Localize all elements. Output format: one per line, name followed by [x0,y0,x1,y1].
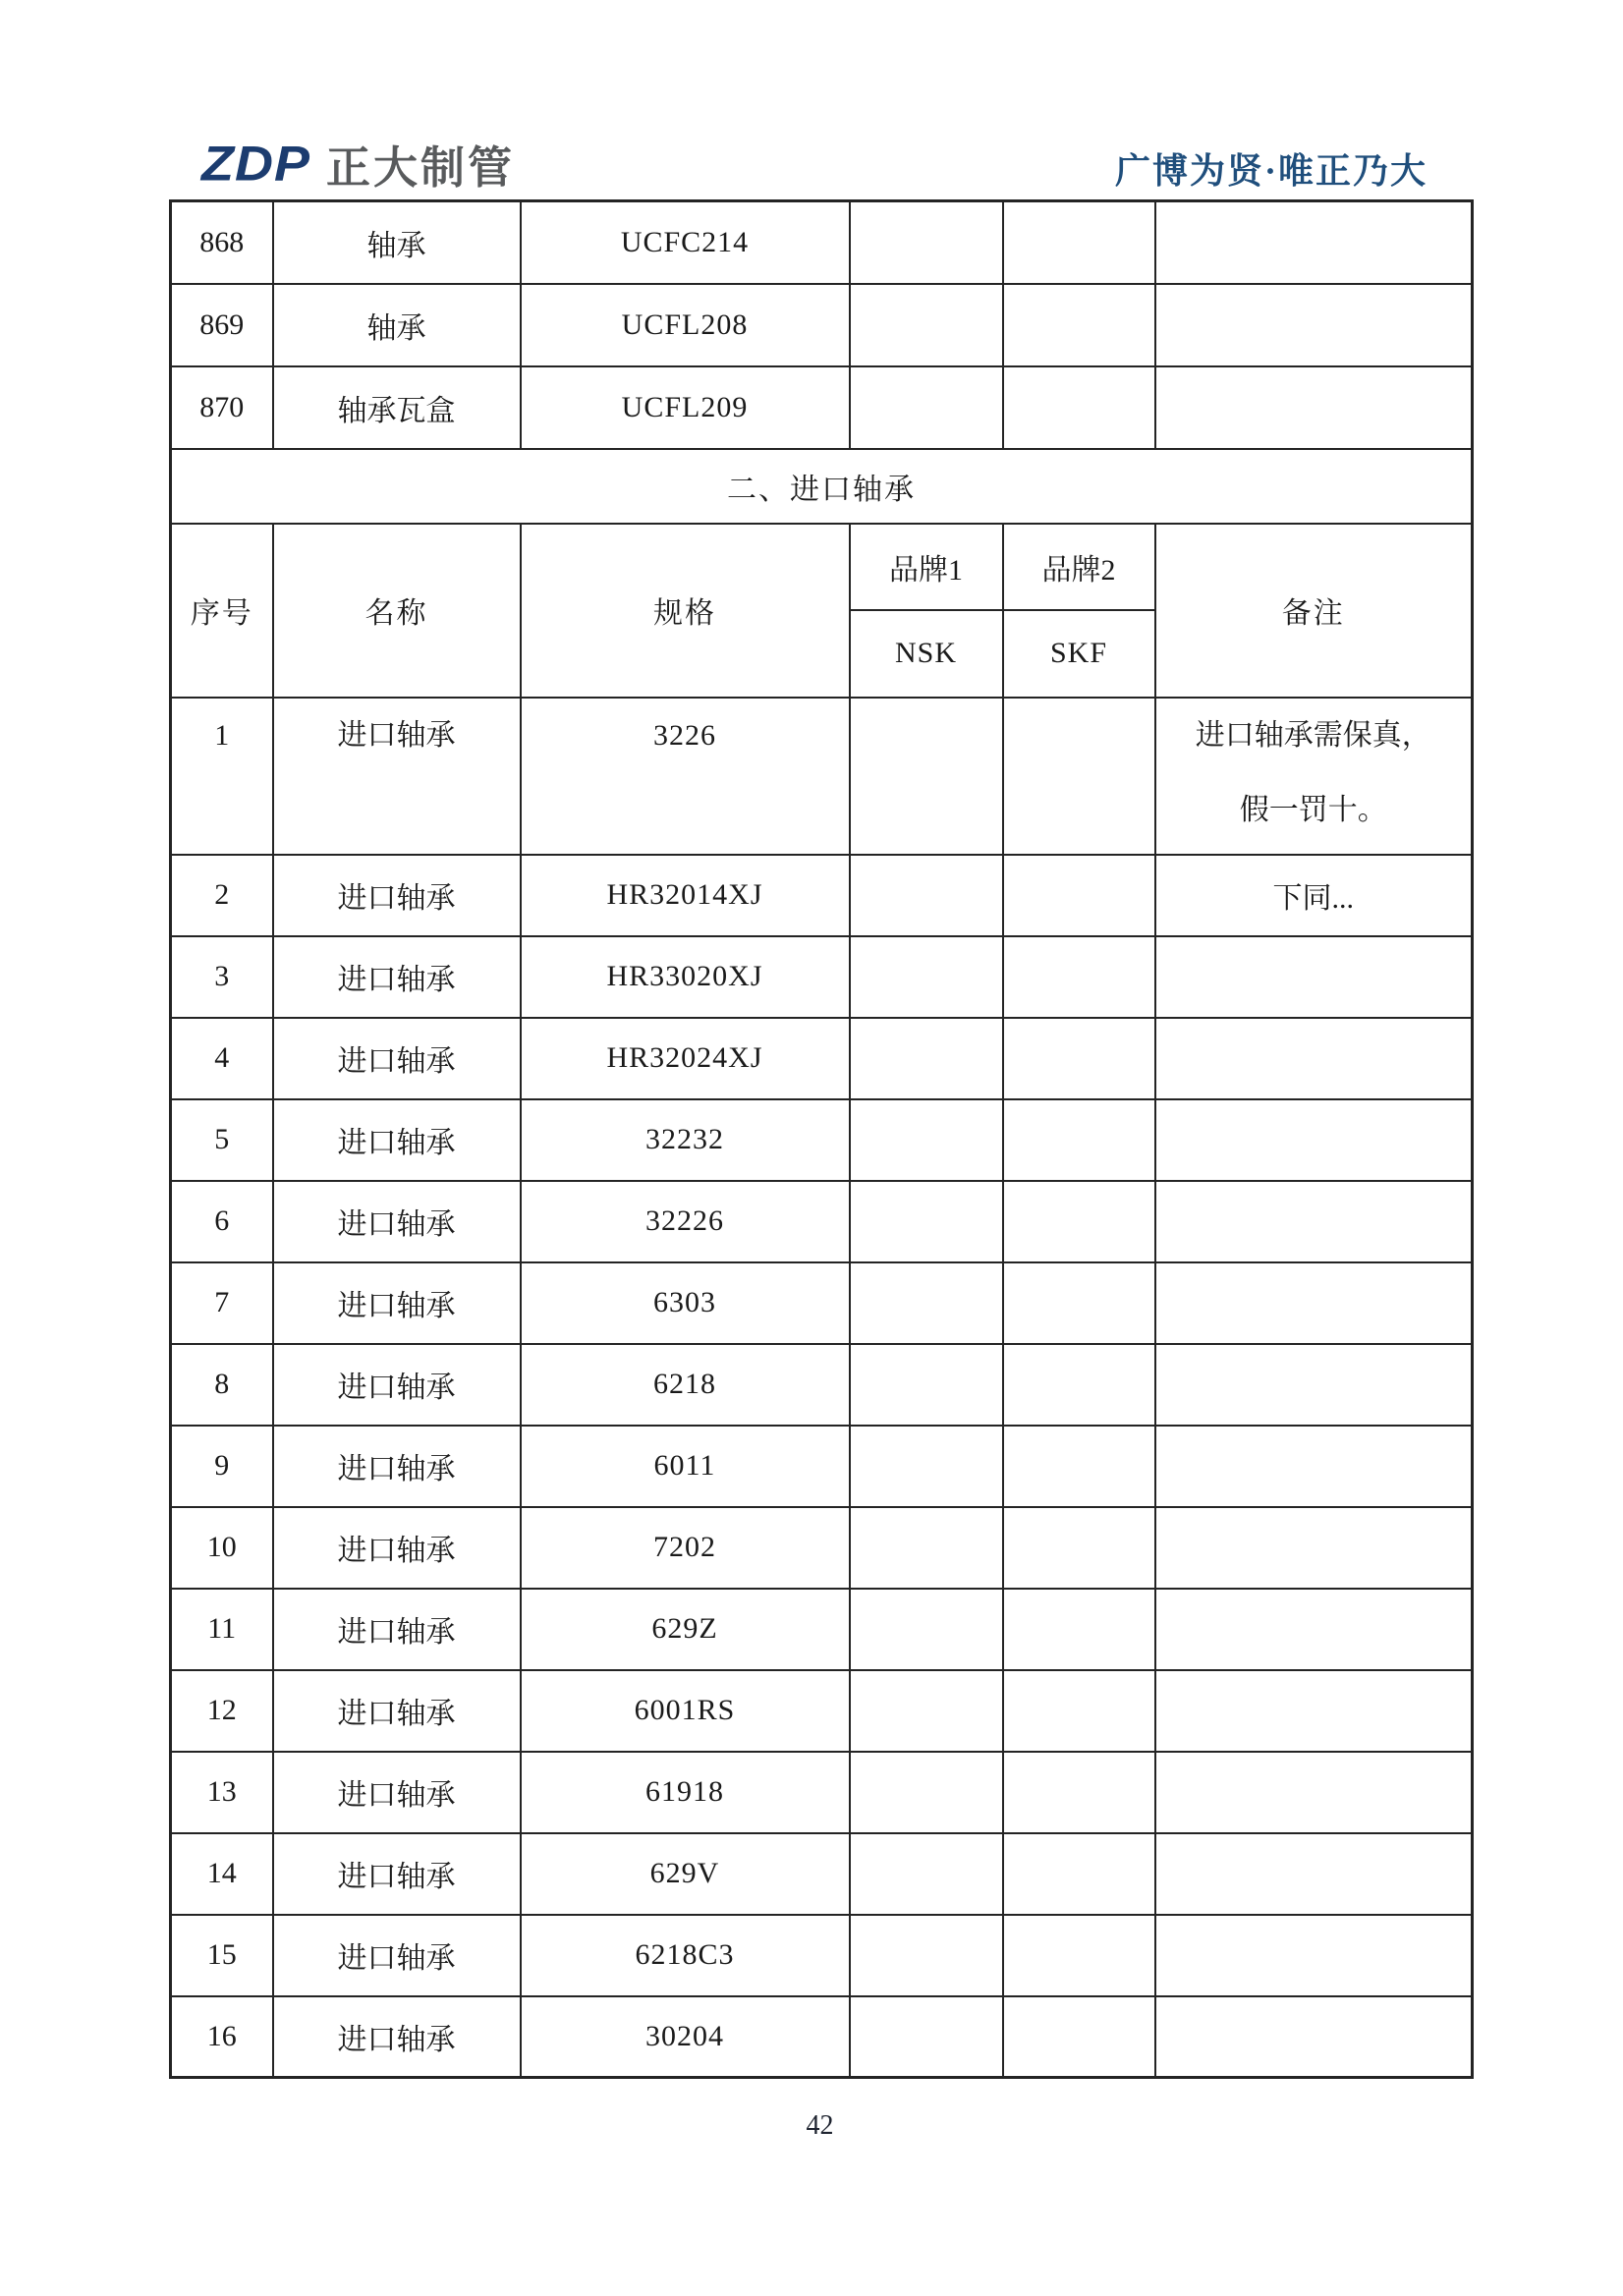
cell-remark [1155,366,1473,449]
cell-brand1-value [850,1752,1003,1833]
header-slogan: 广博为贤·唯正乃大 [1114,151,1427,191]
cell-spec: HR32014XJ [521,855,850,936]
cell-spec: 30204 [521,1996,850,2078]
cell-name: 进口轴承 [273,1670,521,1752]
cell-remark [1155,1099,1473,1181]
table-row [171,855,1473,936]
table-row [171,366,1473,449]
cell-serial: 13 [171,1752,273,1833]
cell-brand2-value [1003,1181,1155,1262]
cell-remark [1155,1589,1473,1670]
cell-remark [1155,1426,1473,1507]
cell-remark [1155,1344,1473,1426]
column-header-name: 名称 [273,524,521,698]
cell-spec: UCFL209 [521,366,850,449]
cell-name: 进口轴承 [273,1996,521,2078]
remark-line: 进口轴承需保真， [1195,718,1431,752]
cell-brand1-value [850,284,1003,366]
cell-brand1-value [850,698,1003,855]
cell-brand1-value [850,1099,1003,1181]
cell-brand1-value [850,1589,1003,1670]
cell-remark [1155,936,1473,1018]
cell-brand2-value [1003,698,1155,855]
cell-spec: HR32024XJ [521,1018,850,1099]
cell-brand2-value [1003,1262,1155,1344]
cell-serial: 5 [171,1099,273,1181]
cell-name: 进口轴承 [273,1507,521,1589]
cell-serial: 869 [171,284,273,366]
cell-remark [1155,1262,1473,1344]
cell-brand2-value [1003,1018,1155,1099]
cell-spec: 32232 [521,1099,850,1181]
column-header-spec: 规格 [521,524,850,698]
table-row [171,698,1473,855]
cell-brand2-value [1003,366,1155,449]
cell-brand2-value [1003,1996,1155,2078]
table-row [171,1996,1473,2078]
cell-brand2-value [1003,284,1155,366]
cell-name: 进口轴承 [273,1018,521,1099]
cell-serial: 10 [171,1507,273,1589]
table-row [171,1018,1473,1099]
table-row [171,1262,1473,1344]
cell-name: 进口轴承 [273,1344,521,1426]
cell-brand2-value [1003,201,1155,284]
table-row [171,284,1473,366]
cell-brand1-value [850,936,1003,1018]
cell-serial: 15 [171,1915,273,1996]
column-header-brand2-name: SKF [1003,610,1155,698]
column-header-brand1: 品牌1 [850,524,1003,610]
cell-brand2-value [1003,1344,1155,1426]
cell-spec: UCFL208 [521,284,850,366]
cell-brand2-value [1003,936,1155,1018]
cell-remark [1155,1833,1473,1915]
table-header-row [171,524,1473,610]
cell-remark [1155,1018,1473,1099]
cell-serial: 868 [171,201,273,284]
cell-brand1-value [850,366,1003,449]
cell-brand1-value [850,1507,1003,1589]
cell-name: 轴承瓦盒 [273,366,521,449]
section-title: 二、进口轴承 [171,449,1473,524]
remark-line: 假一罚十。 [1239,793,1387,826]
cell-brand2-value [1003,1426,1155,1507]
column-header-remark: 备注 [1155,524,1473,698]
cell-brand2-value [1003,1915,1155,1996]
cell-serial: 7 [171,1262,273,1344]
cell-spec: 629V [521,1833,850,1915]
table-row [171,1833,1473,1915]
cell-remark [1155,1181,1473,1262]
cell-brand2-value [1003,1752,1155,1833]
page-number: 42 [806,2110,834,2141]
cell-serial: 8 [171,1344,273,1426]
cell-serial: 6 [171,1181,273,1262]
cell-serial: 14 [171,1833,273,1915]
cell-name: 进口轴承 [273,1833,521,1915]
cell-name: 进口轴承 [273,1262,521,1344]
cell-serial: 4 [171,1018,273,1099]
cell-brand2-value [1003,1670,1155,1752]
table-row [171,1752,1473,1833]
cell-brand1-value [850,1181,1003,1262]
table-row [171,1670,1473,1752]
cell-brand1-value [850,1426,1003,1507]
cell-brand2-value [1003,855,1155,936]
cell-remark [1155,1996,1473,2078]
table-row [171,1426,1473,1507]
cell-remark [1155,1507,1473,1589]
cell-spec: 3226 [521,698,850,855]
column-header-serial: 序号 [171,524,273,698]
cell-name: 进口轴承 [273,1589,521,1670]
cell-spec: 6001RS [521,1670,850,1752]
cell-brand1-value [850,1262,1003,1344]
cell-name: 进口轴承 [273,1752,521,1833]
table-row [171,1181,1473,1262]
cell-serial: 9 [171,1426,273,1507]
cell-brand1-value [850,1344,1003,1426]
section-title-row [171,449,1473,524]
cell-name: 进口轴承 [273,855,521,936]
cell-serial: 1 [171,698,273,855]
cell-name: 进口轴承 [273,1915,521,1996]
cell-name: 轴承 [273,201,521,284]
parts-table [169,199,1474,2079]
table-row [171,1344,1473,1426]
column-header-brand2: 品牌2 [1003,524,1155,610]
cell-remark [1155,1752,1473,1833]
cell-brand1-value [850,1833,1003,1915]
cell-brand2-value [1003,1833,1155,1915]
company-logo [201,132,515,196]
table-row [171,1589,1473,1670]
cell-remark: 下同... [1155,855,1473,936]
table-row [171,201,1473,284]
cell-spec: 6218C3 [521,1915,850,1996]
cell-remark [1155,201,1473,284]
cell-remark [1155,698,1473,855]
cell-brand2-value [1003,1099,1155,1181]
cell-brand2-value [1003,1507,1155,1589]
cell-serial: 16 [171,1996,273,2078]
table-row [171,1507,1473,1589]
cell-brand1-value [850,1996,1003,2078]
table-row [171,1915,1473,1996]
cell-brand1-value [850,1915,1003,1996]
zdp-logo-text: ZDP [201,136,310,192]
cell-serial: 3 [171,936,273,1018]
cell-serial: 11 [171,1589,273,1670]
cell-name: 进口轴承 [273,1181,521,1262]
cell-name: 进口轴承 [273,1099,521,1181]
cell-spec: 7202 [521,1507,850,1589]
cell-spec: UCFC214 [521,201,850,284]
cell-remark [1155,1915,1473,1996]
table-row [171,1099,1473,1181]
cell-spec: 32226 [521,1181,850,1262]
cell-serial: 12 [171,1670,273,1752]
cell-remark [1155,284,1473,366]
cell-brand2-value [1003,1589,1155,1670]
cell-remark [1155,1670,1473,1752]
cell-brand1-value [850,1670,1003,1752]
cell-serial: 870 [171,366,273,449]
cell-spec: 6218 [521,1344,850,1426]
cell-name: 进口轴承 [273,936,521,1018]
cell-serial: 2 [171,855,273,936]
cell-spec: 629Z [521,1589,850,1670]
company-name: 正大制管 [326,142,516,193]
cell-spec: HR33020XJ [521,936,850,1018]
cell-spec: 61918 [521,1752,850,1833]
cell-spec: 6011 [521,1426,850,1507]
column-header-brand1-name: NSK [850,610,1003,698]
table-row [171,936,1473,1018]
cell-brand1-value [850,201,1003,284]
cell-brand1-value [850,1018,1003,1099]
cell-name: 轴承 [273,284,521,366]
cell-spec: 6303 [521,1262,850,1344]
cell-name: 进口轴承 [273,698,521,855]
cell-brand1-value [850,855,1003,936]
cell-name: 进口轴承 [273,1426,521,1507]
